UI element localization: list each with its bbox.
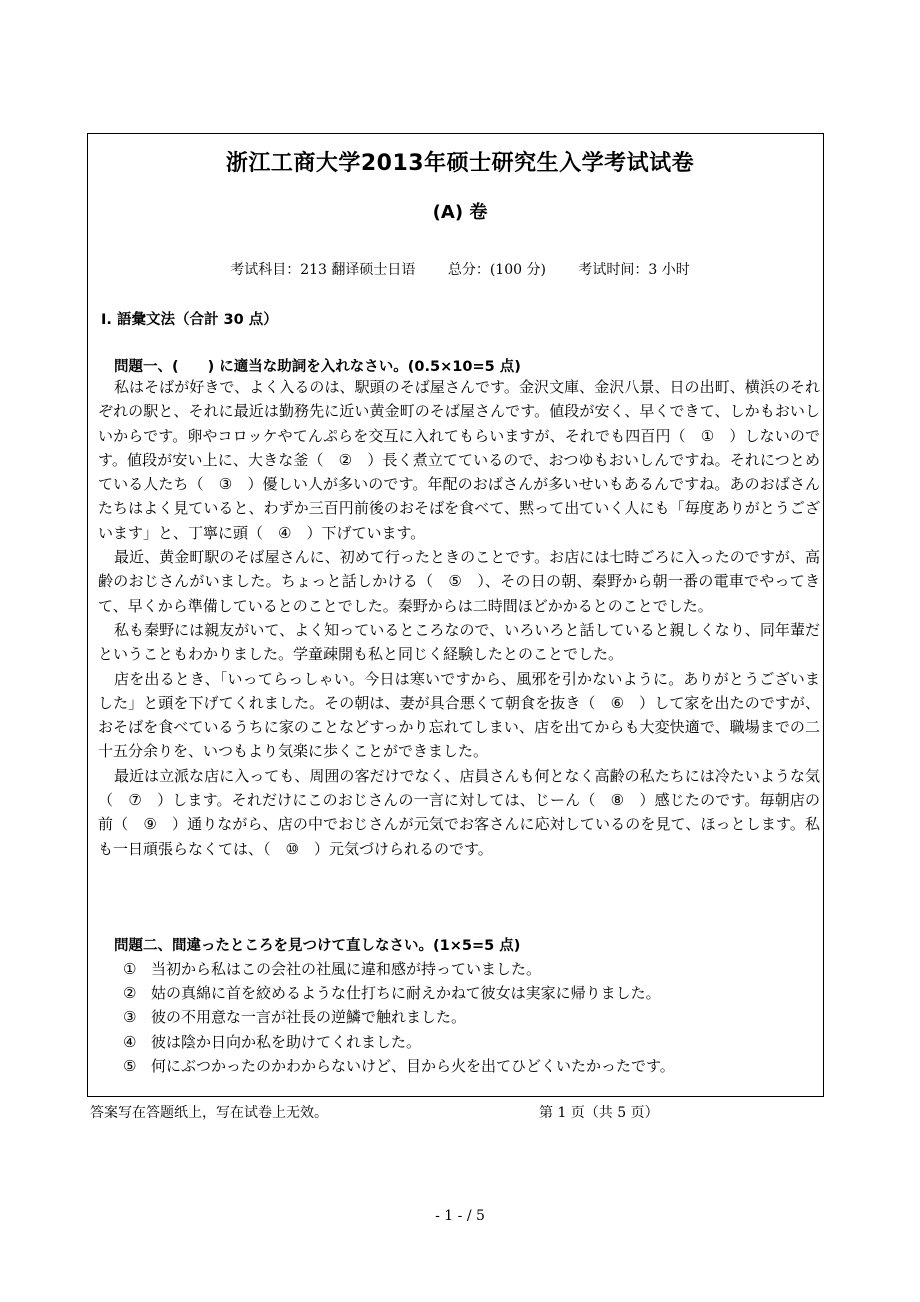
exam-total: 总分：(100 分) bbox=[447, 262, 546, 278]
list-item bbox=[123, 957, 813, 981]
list-item bbox=[123, 1030, 813, 1054]
answer-note: 答案写在答题纸上，写在试卷上无效。 bbox=[90, 1105, 328, 1121]
list-item bbox=[123, 1005, 813, 1029]
exam-meta bbox=[0, 259, 920, 279]
exam-title: 浙江工商大学2013年硕士研究生入学考试试卷 bbox=[225, 151, 695, 176]
item-number: ③ bbox=[123, 1008, 137, 1027]
item-text: 姑の真綿に首を絞めるような仕打ちに耐えかねて彼女は実家に帰りました。 bbox=[151, 984, 661, 1003]
question-1-title: 問題一、( ) に適当な助詞を入れなさい。(0.5×10=5 点) bbox=[114, 359, 521, 375]
passage-paragraph: 私も秦野には親友がいて、よく知っているところなので、いろいろと話していると親しくなり、同年輩だということもわかりました。学童疎開も私と同じく経験したとのことでした。 bbox=[98, 620, 820, 664]
list-item bbox=[123, 1054, 813, 1078]
section-title: Ⅰ. 語彙文法（合計 30 点） bbox=[101, 312, 278, 328]
passage-paragraph: 最近、黄金町駅のそば屋さんに、初めて行ったときのことです。お店には七時ごろに入ったのですが、高齢のおじさんがいました。ちょっと話しかける（ ⑤ ）、その日の朝、秦野から朝一番の電車でやってきて、早くから準備しているとのことでした。秦野からは二時間ほどかかるとのことでした。 bbox=[98, 548, 820, 615]
question-2-list bbox=[123, 957, 813, 1078]
item-text: 何にぶつかったのかわからないけど、目から火を出てひどくいたかったです。 bbox=[151, 1056, 675, 1075]
reading-passage bbox=[98, 375, 820, 861]
page-number: - 1 - / 5 bbox=[435, 1208, 485, 1224]
exam-subtitle: (A) 卷 bbox=[432, 202, 488, 223]
passage-paragraph: 私はそばが好きで、よく入るのは、駅頭のそば屋さんです。金沢文庫、金沢八景、日の出町、横浜のそれぞれの駅と、それに最近は勤務先に近い黄金町のそば屋さんです。値段が安く、早くできて、しかもおいしいからです。卵やコロッケやてんぷらを交互に入れてもらいますが、それでも四百円（ ① ）しないのです。値段が安い上に、大きな釜（ ② ）長く煮立てているので、おつゆもおいしんですね。それにつとめている人たち（ ③ ）優しい人が多いのです。年配のおばさんが多いせいもあるんですね。あのおばさんたちはよく見ていると、わずか三百円前後のおそばを食べて、黙って出ていく人にも「毎度ありがとうございます」と、丁寧に頭（ ④ ）下げています。 bbox=[98, 378, 820, 542]
item-number: ⑤ bbox=[123, 1056, 137, 1075]
item-number: ② bbox=[123, 984, 137, 1003]
question-2-title: 問題二、間違ったところを見つけて直しなさい。(1×5=5 点) bbox=[114, 938, 521, 954]
item-text: 当初から私はこの会社の社風に違和感が持っていました。 bbox=[151, 960, 542, 978]
passage-paragraph: 店を出るとき、「いってらっしゃい。今日は寒いですから、風邪を引かないように。ありがとうございました」と頭を下げてくれました。その朝は、妻が具合悪くて朝食を抜き（ ⑥ ）して家を出たのですが、おそばを食べているうちに家のことなどすっかり忘れてしまい、店を出てからも大変快適で、職場までの二十五分余りを、いつもより気楽に歩くことができました。 bbox=[98, 669, 820, 761]
exam-subject: 考试科目：213 翻译硕士日语 bbox=[230, 262, 416, 278]
exam-time: 考试时间：3 小时 bbox=[578, 262, 690, 278]
item-number: ④ bbox=[123, 1032, 137, 1051]
list-item bbox=[123, 981, 813, 1005]
item-text: 彼は陰か日向か私を助けてくれました。 bbox=[151, 1032, 422, 1051]
item-number: ① bbox=[123, 960, 137, 978]
item-text: 彼の不用意な一言が社長の逆鱗で触れました。 bbox=[151, 1008, 467, 1027]
page-info: 第 1 页（共 5 页） bbox=[539, 1105, 659, 1121]
passage-paragraph: 最近は立派な店に入っても、周囲の客だけでなく、店員さんも何となく高齢の私たちには冷たいような気（ ⑦ ）します。それだけにこのおじさんの一言に対しては、じーん（ ⑧ ）感じたのです。毎朝店の前（ ⑨ ）通りながら、店の中でおじさんが元気でお客さんに応対しているのを見て、ほっとします。私も一日頑張らなくては、（ ⑩ ）元気づけられるのです。 bbox=[98, 766, 820, 858]
